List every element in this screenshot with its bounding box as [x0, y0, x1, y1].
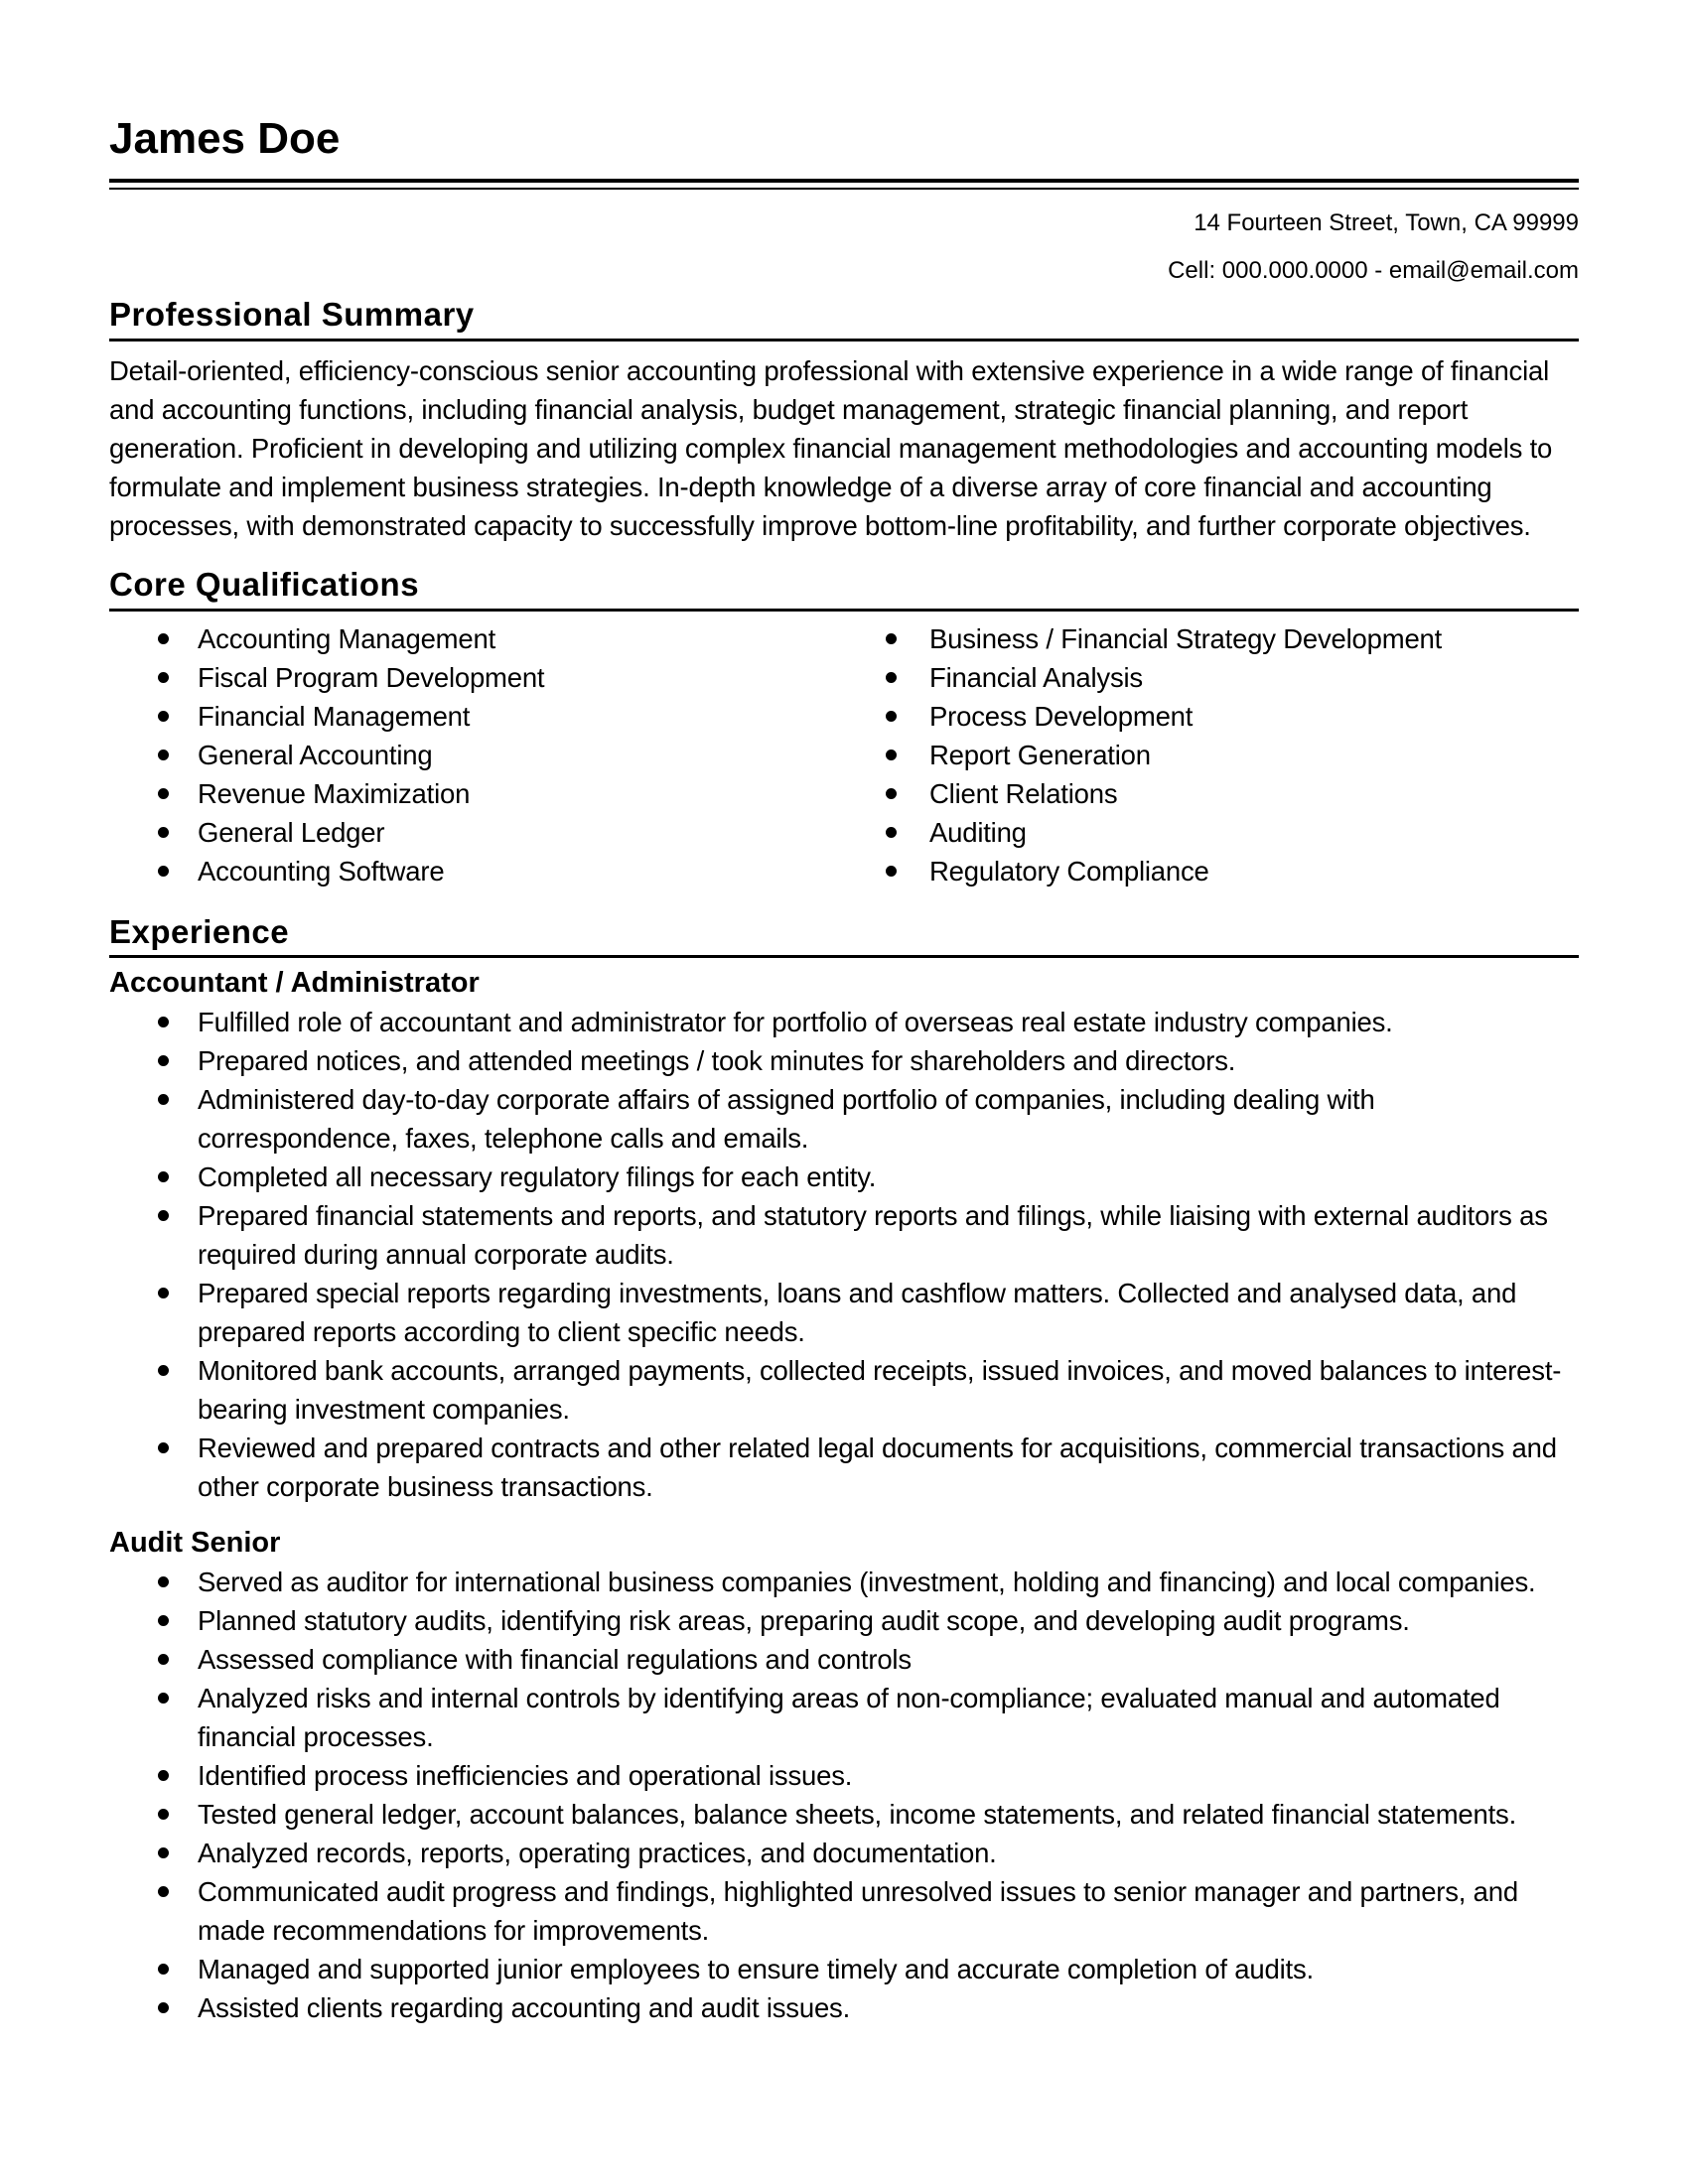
job-bullet: Managed and supported junior employees to ensure timely and accurate completion of audits.: [109, 1950, 1579, 1988]
qualification-item: Business / Financial Strategy Development: [844, 619, 1579, 658]
job-bullet: Prepared notices, and attended meetings / took minutes for shareholders and directors.: [109, 1041, 1579, 1080]
qualification-item: Financial Management: [109, 697, 844, 736]
header-double-rule: [109, 179, 1579, 190]
qualification-item: Report Generation: [844, 736, 1579, 774]
qualification-item: Accounting Software: [109, 852, 844, 890]
qualification-item: Accounting Management: [109, 619, 844, 658]
qualification-item: General Accounting: [109, 736, 844, 774]
qualification-item: Auditing: [844, 813, 1579, 852]
job-bullet: Prepared financial statements and reports, and statutory reports and filings, while liaising with external auditors as required during annual corporate audits.: [109, 1196, 1579, 1274]
qualification-item: Revenue Maximization: [109, 774, 844, 813]
job-audit-senior: [109, 1524, 1579, 2027]
qualification-item: Regulatory Compliance: [844, 852, 1579, 890]
qualifications-columns: [109, 619, 1579, 890]
job-title: Audit Senior: [109, 1527, 281, 1560]
professional-summary-section: [109, 295, 1579, 545]
core-qualifications-section: [109, 565, 1579, 890]
section-title-qualifications: Core Qualifications: [109, 565, 1579, 612]
qualification-item: General Ledger: [109, 813, 844, 852]
job-bullet: Administered day-to-day corporate affairs of assigned portfolio of companies, including dealing with correspondence, faxes, telephone calls and emails.: [109, 1080, 1579, 1158]
contact-block: [109, 200, 1579, 295]
resume-page: [109, 99, 1579, 2027]
job-bullet-list: [109, 1563, 1579, 2027]
job-accountant-administrator: [109, 964, 1579, 1506]
job-bullet: Prepared special reports regarding investments, loans and cashflow matters. Collected and analysed data, and prepared reports according to client specific needs.: [109, 1274, 1579, 1351]
experience-section: [109, 912, 1579, 2028]
job-bullet: Planned statutory audits, identifying risk areas, preparing audit scope, and developing audit programs.: [109, 1601, 1579, 1640]
job-bullet: Analyzed records, reports, operating practices, and documentation.: [109, 1834, 1579, 1872]
job-bullet: Assessed compliance with financial regulations and controls: [109, 1640, 1579, 1679]
job-bullet: Identified process inefficiencies and operational issues.: [109, 1756, 1579, 1795]
job-bullet: Communicated audit progress and findings, highlighted unresolved issues to senior manager and partners, and made recommendations for improvements.: [109, 1872, 1579, 1950]
candidate-name: James Doe: [109, 114, 341, 163]
qualification-item: Process Development: [844, 697, 1579, 736]
job-bullet: Completed all necessary regulatory filings for each entity.: [109, 1158, 1579, 1196]
qualification-item: Fiscal Program Development: [109, 658, 844, 697]
contact-address: 14 Fourteen Street, Town, CA 99999: [1194, 209, 1579, 237]
job-title: Accountant / Administrator: [109, 967, 480, 1000]
job-bullet: Assisted clients regarding accounting and audit issues.: [109, 1988, 1579, 2027]
section-title-summary: Professional Summary: [109, 295, 1579, 341]
job-bullet: Tested general ledger, account balances, balance sheets, income statements, and related financial statements.: [109, 1795, 1579, 1834]
section-title-experience: Experience: [109, 912, 1579, 959]
qualifications-left-list: [109, 619, 844, 890]
job-bullet: Fulfilled role of accountant and administrator for portfolio of overseas real estate industry companies.: [109, 1003, 1579, 1041]
qualification-item: Client Relations: [844, 774, 1579, 813]
job-bullet: Monitored bank accounts, arranged payments, collected receipts, issued invoices, and moved balances to interest-bearing investment companies.: [109, 1351, 1579, 1429]
job-bullet: Reviewed and prepared contracts and other related legal documents for acquisitions, commercial transactions and other corporate business transactions.: [109, 1429, 1579, 1506]
job-bullet-list: [109, 1003, 1579, 1506]
qualifications-right-list: [844, 619, 1579, 890]
contact-phone-email: Cell: 000.000.0000 - email@email.com: [1168, 257, 1579, 285]
job-bullet: Analyzed risks and internal controls by identifying areas of non-compliance; evaluated manual and automated financial processes.: [109, 1679, 1579, 1756]
qualification-item: Financial Analysis: [844, 658, 1579, 697]
job-bullet: Served as auditor for international business companies (investment, holding and financing) and local companies.: [109, 1563, 1579, 1601]
summary-text: Detail-oriented, efficiency-conscious senior accounting professional with extensive experience in a wide range of financial and accounting functions, including financial analysis, budget management, strategic financial planning, and report generation. Proficient in developing and utilizing complex financial management methodologies and accounting models to formulate and implement business strategies. In-depth knowledge of a diverse array of core financial and accounting processes, with demonstrated capacity to successfully improve bottom-line profitability, and further corporate objectives.: [109, 354, 1553, 541]
